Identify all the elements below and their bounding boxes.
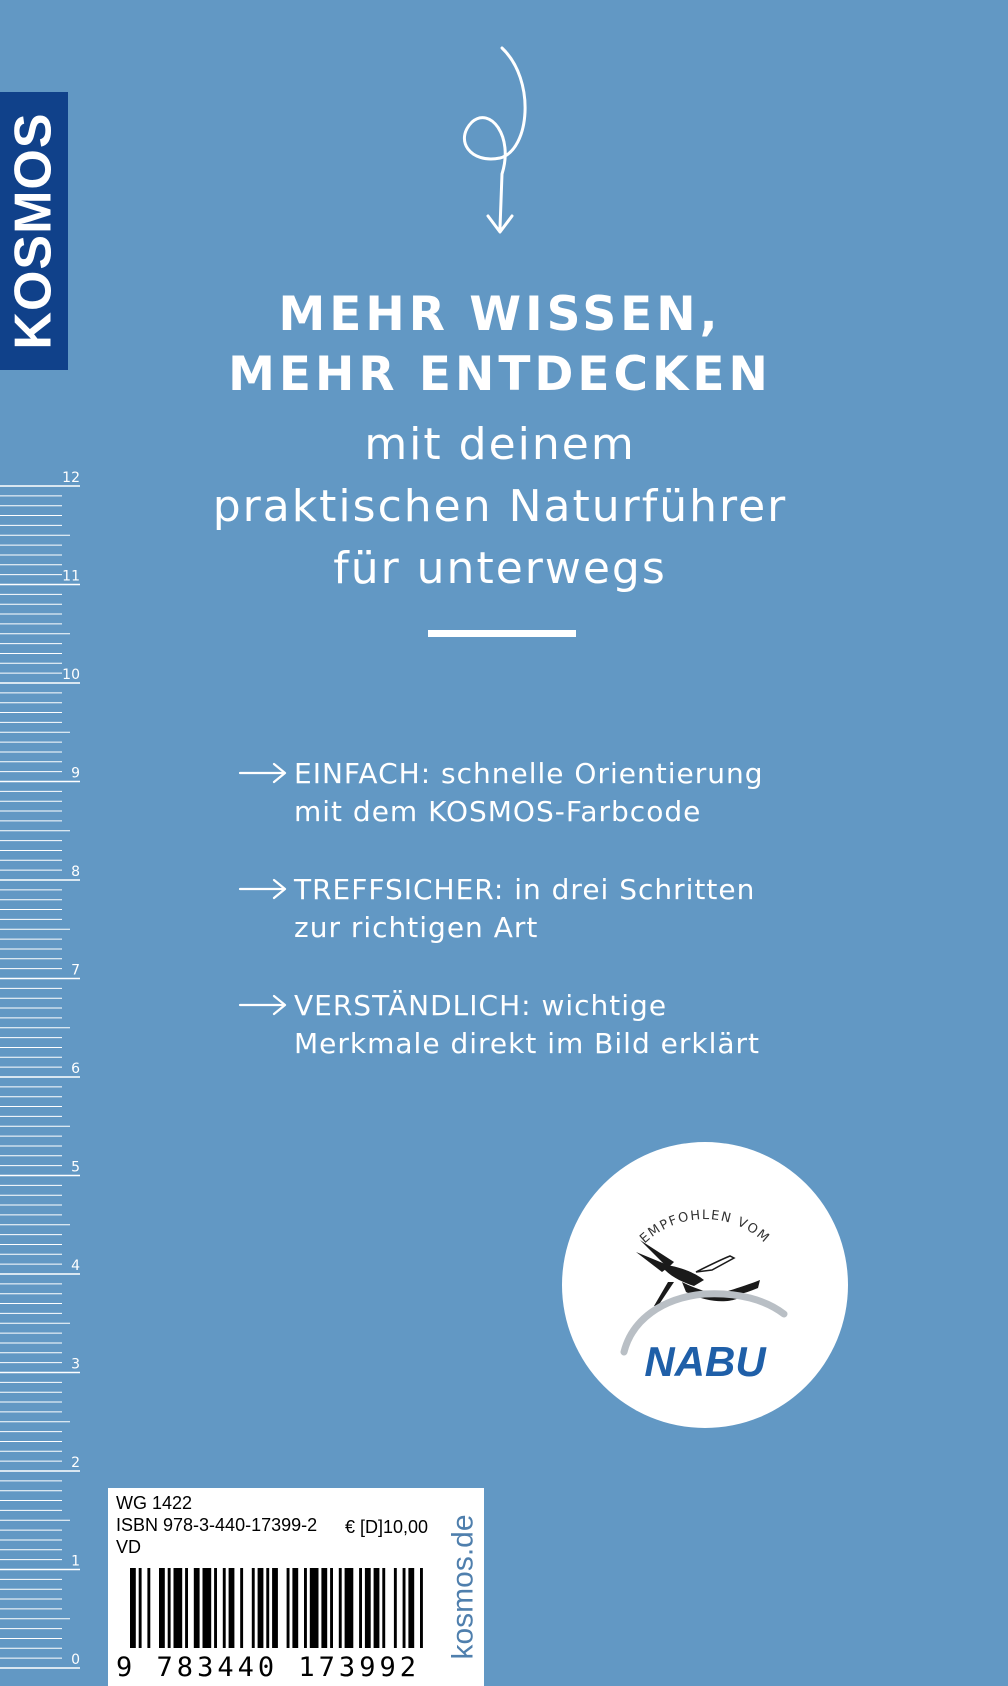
feature-line-1: EINFACH: schnelle Orientierung [294,757,764,790]
kosmos-logo-tab [0,92,68,370]
ruler-label: 12 [62,470,80,486]
barcode-bar [223,1568,226,1648]
website-strip [444,1488,484,1686]
barcode-bar [168,1568,171,1648]
feature-item [232,871,832,947]
barcode-bar [159,1568,165,1648]
price-box [108,1488,444,1686]
ruler-label: 9 [71,765,80,782]
barcode-bar [240,1568,243,1648]
headline [150,285,850,405]
nabu-badge [562,1142,848,1428]
headline-line-1: MEHR WISSEN, [278,287,722,342]
barcode-bar [403,1568,406,1648]
ruler-label: 3 [71,1356,80,1373]
ruler-label: 1 [71,1553,80,1570]
ruler-label: 6 [71,1061,80,1077]
barcode-bar [420,1568,423,1648]
ruler-label: 10 [62,667,80,683]
barcode-bar [394,1568,397,1648]
badge-arc-text: EMPFOHLEN VOM [637,1208,773,1247]
barcode-bar [229,1568,235,1648]
barcode-bar [266,1568,269,1648]
barcode-bar [310,1568,319,1648]
ruler-label: 2 [71,1455,80,1471]
barcode-bar [203,1568,212,1648]
nabu-badge-graphic [562,1142,848,1428]
nabu-logo-text: NABU [644,1338,766,1385]
ruler [0,470,90,1680]
subline-line-3: für unterwegs [333,543,667,594]
headline-line-2: MEHR ENTDECKEN [228,347,772,402]
ruler-label: 0 [71,1652,80,1668]
subline [150,414,850,600]
barcode-bar [345,1568,354,1648]
feature-item [232,755,832,831]
barcode-bar [374,1568,380,1648]
barcode-bar [339,1568,342,1648]
barcode-bar [359,1568,362,1648]
curly-arrow-down-icon [440,40,560,240]
barcode-bar [214,1568,217,1648]
feature-line-2: zur richtigen Art [294,911,539,944]
barcode-bar [147,1568,150,1648]
barcode [116,1566,436,1684]
arrow-right-icon [232,755,294,785]
vd-label: VD [116,1537,142,1557]
wg-code: WG 1422 [116,1493,193,1513]
feature-item [232,987,832,1063]
barcode-bar [139,1568,142,1648]
barcode-bar [194,1568,200,1648]
barcode-bar [382,1568,385,1648]
barcode-bar [365,1568,371,1648]
barcode-digits: 9 783440 173992 [116,1652,416,1683]
barcode-bar [252,1568,255,1648]
arrow-right-icon [232,871,294,901]
barcode-bar [292,1568,298,1648]
arrow-right-icon [232,987,294,1017]
subline-line-2: praktischen Naturführer [212,481,788,532]
barcode-bar [185,1568,188,1648]
feature-line-2: Merkmale direkt im Bild erklärt [294,1027,760,1060]
ruler-label: 7 [71,962,80,979]
ruler-label: 8 [71,864,80,880]
ruler-label: 4 [71,1258,80,1274]
feature-list [232,755,832,1103]
isbn: ISBN 978-3-440-17399-2 [116,1515,318,1535]
ruler-label: 5 [71,1159,80,1176]
ruler-label: 11 [62,568,80,585]
website-url: kosmos.de [447,1514,481,1660]
feature-line-1: VERSTÄNDLICH: wichtige [294,989,668,1022]
barcode-bar [174,1568,183,1648]
divider [428,630,576,637]
kosmos-logo-text: KOSMOS [5,112,64,350]
barcode-bar [287,1568,290,1648]
barcode-bar [321,1568,327,1648]
barcode-bar [272,1568,278,1648]
price: € [D]10,00 [344,1517,428,1537]
feature-line-2: mit dem KOSMOS-Farbcode [294,795,702,828]
feature-line-1: TREFFSICHER: in drei Schritten [294,873,756,906]
barcode-bar [330,1568,333,1648]
subline-line-1: mit deinem [364,419,636,470]
barcode-bar [408,1568,414,1648]
barcode-bar [258,1568,264,1648]
barcode-bar [304,1568,307,1648]
barcode-bar [130,1568,136,1648]
